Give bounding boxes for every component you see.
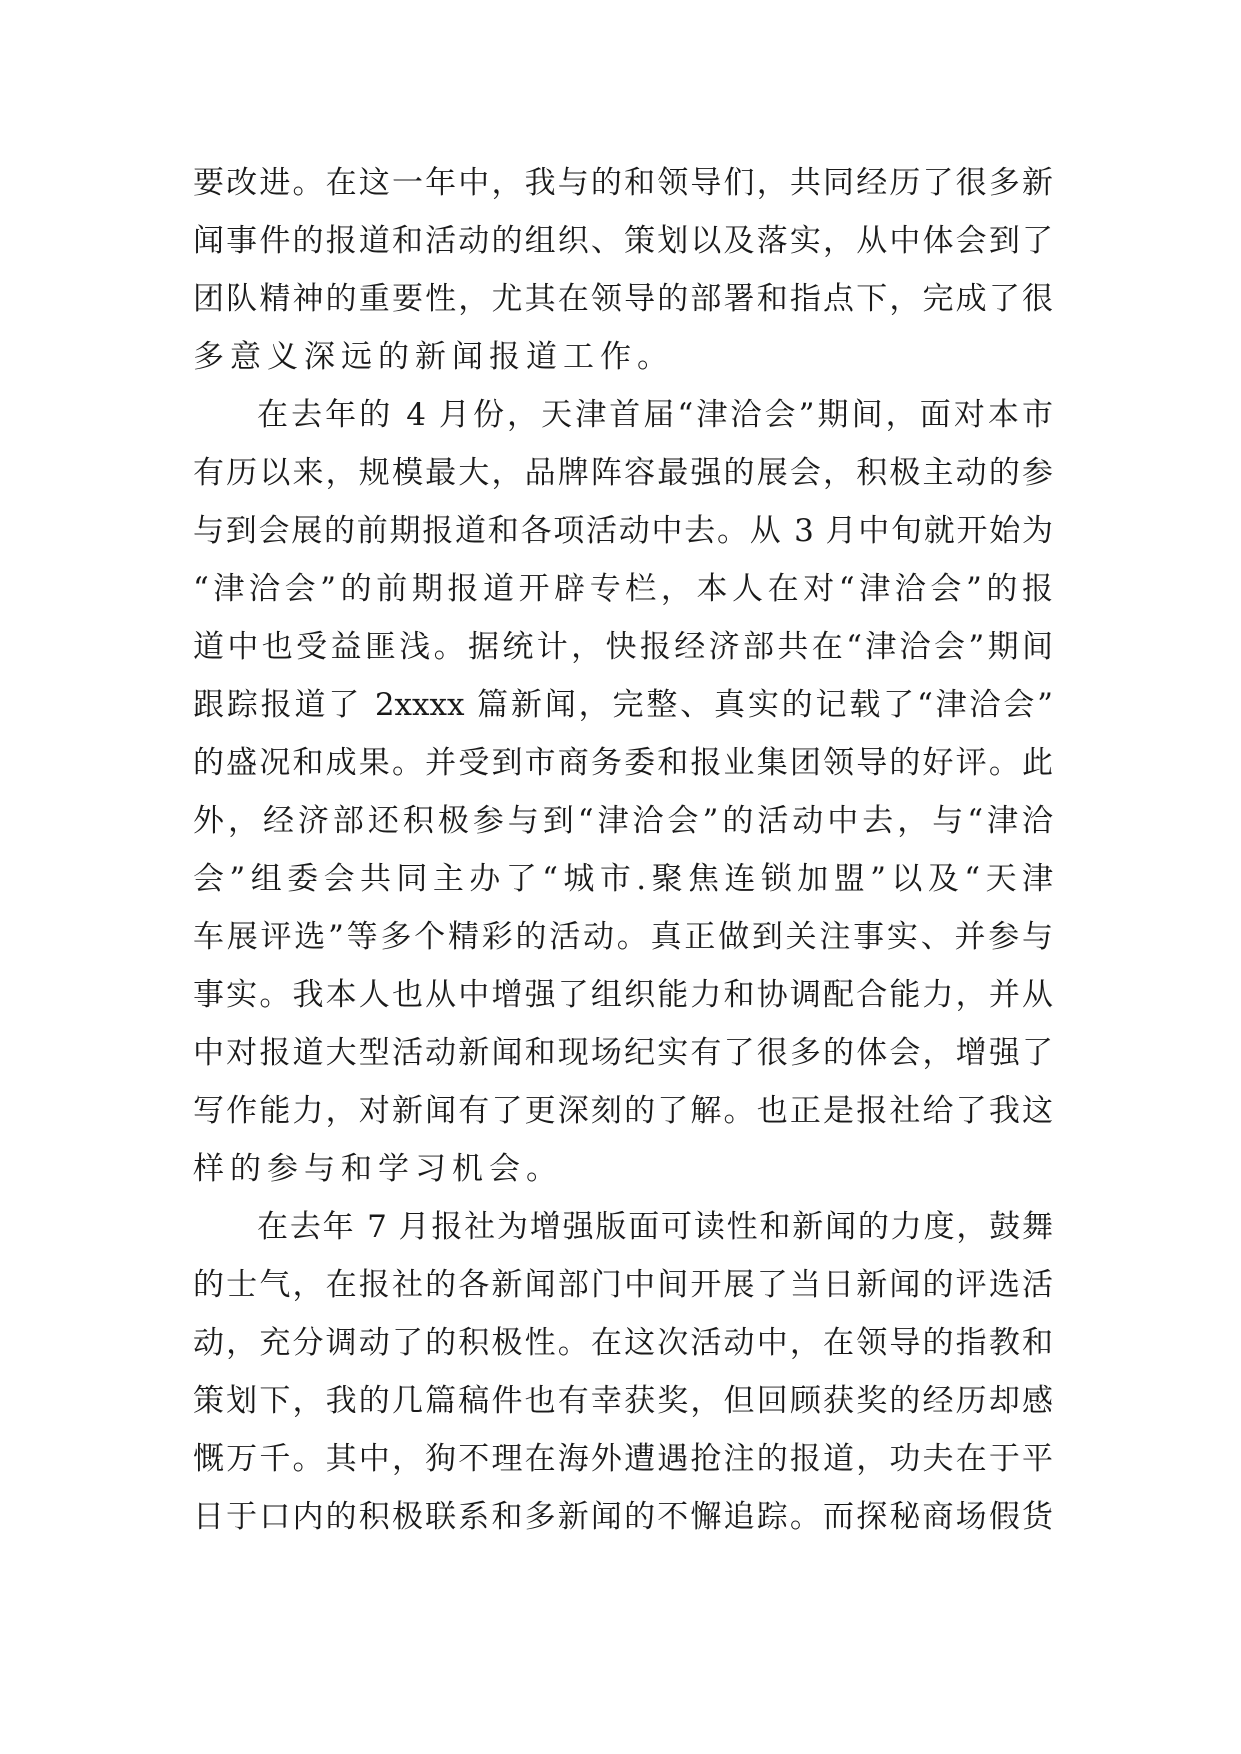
text-line: 写作能力，对新闻有了更深刻的了解。也正是报社给了我这 (193, 1093, 1053, 1129)
text-line: 会”组委会共同主办了“城市.聚焦连锁加盟”以及“天津 (193, 861, 1053, 897)
text-line: 日于口内的积极联系和多新闻的不懈追踪。而探秘商场假货 (193, 1499, 1053, 1535)
text-line: 道中也受益匪浅。据统计，快报经济部共在“津洽会”期间 (193, 629, 1053, 665)
text-line: 的士气，在报社的各新闻部门中间开展了当日新闻的评选活 (193, 1267, 1053, 1303)
text-line: 事实。我本人也从中增强了组织能力和协调配合能力，并从 (193, 977, 1053, 1013)
text-line: “津洽会”的前期报道开辟专栏，本人在对“津洽会”的报 (193, 571, 1053, 607)
text-line: 多意义深远的新闻报道工作。 (193, 339, 674, 375)
text-line: 中对报道大型活动新闻和现场纪实有了很多的体会，增强了 (193, 1035, 1053, 1071)
text-line: 的盛况和成果。并受到市商务委和报业集团领导的好评。此 (193, 745, 1053, 781)
text-line: 团队精神的重要性，尤其在领导的部署和指点下，完成了很 (193, 281, 1053, 317)
text-line: 慨万千。其中，狗不理在海外遭遇抢注的报道，功夫在于平 (193, 1441, 1053, 1477)
text-line: 要改进。在这一年中，我与的和领导们，共同经历了很多新 (193, 165, 1053, 201)
text-line: 动，充分调动了的积极性。在这次活动中，在领导的指教和 (193, 1325, 1053, 1361)
text-line: 策划下，我的几篇稿件也有幸获奖，但回顾获奖的经历却感 (193, 1383, 1053, 1419)
paragraph-start-line: 在去年 7 月报社为增强版面可读性和新闻的力度，鼓舞 (257, 1209, 1053, 1245)
text-line: 外，经济部还积极参与到“津洽会”的活动中去，与“津洽 (193, 803, 1053, 839)
paragraph-start-line: 在去年的 4 月份，天津首届“津洽会”期间，面对本市 (257, 397, 1053, 433)
text-line: 样的参与和学习机会。 (193, 1151, 563, 1187)
text-line: 跟踪报道了 2xxxx 篇新闻，完整、真实的记载了“津洽会” (193, 687, 1053, 723)
text-line: 有历以来，规模最大，品牌阵容最强的展会，积极主动的参 (193, 455, 1053, 491)
text-line: 与到会展的前期报道和各项活动中去。从 3 月中旬就开始为 (193, 513, 1053, 549)
body-text (193, 154, 1053, 1546)
text-line: 车展评选”等多个精彩的活动。真正做到关注事实、并参与 (193, 919, 1053, 955)
text-line: 闻事件的报道和活动的组织、策划以及落实，从中体会到了 (193, 223, 1053, 259)
